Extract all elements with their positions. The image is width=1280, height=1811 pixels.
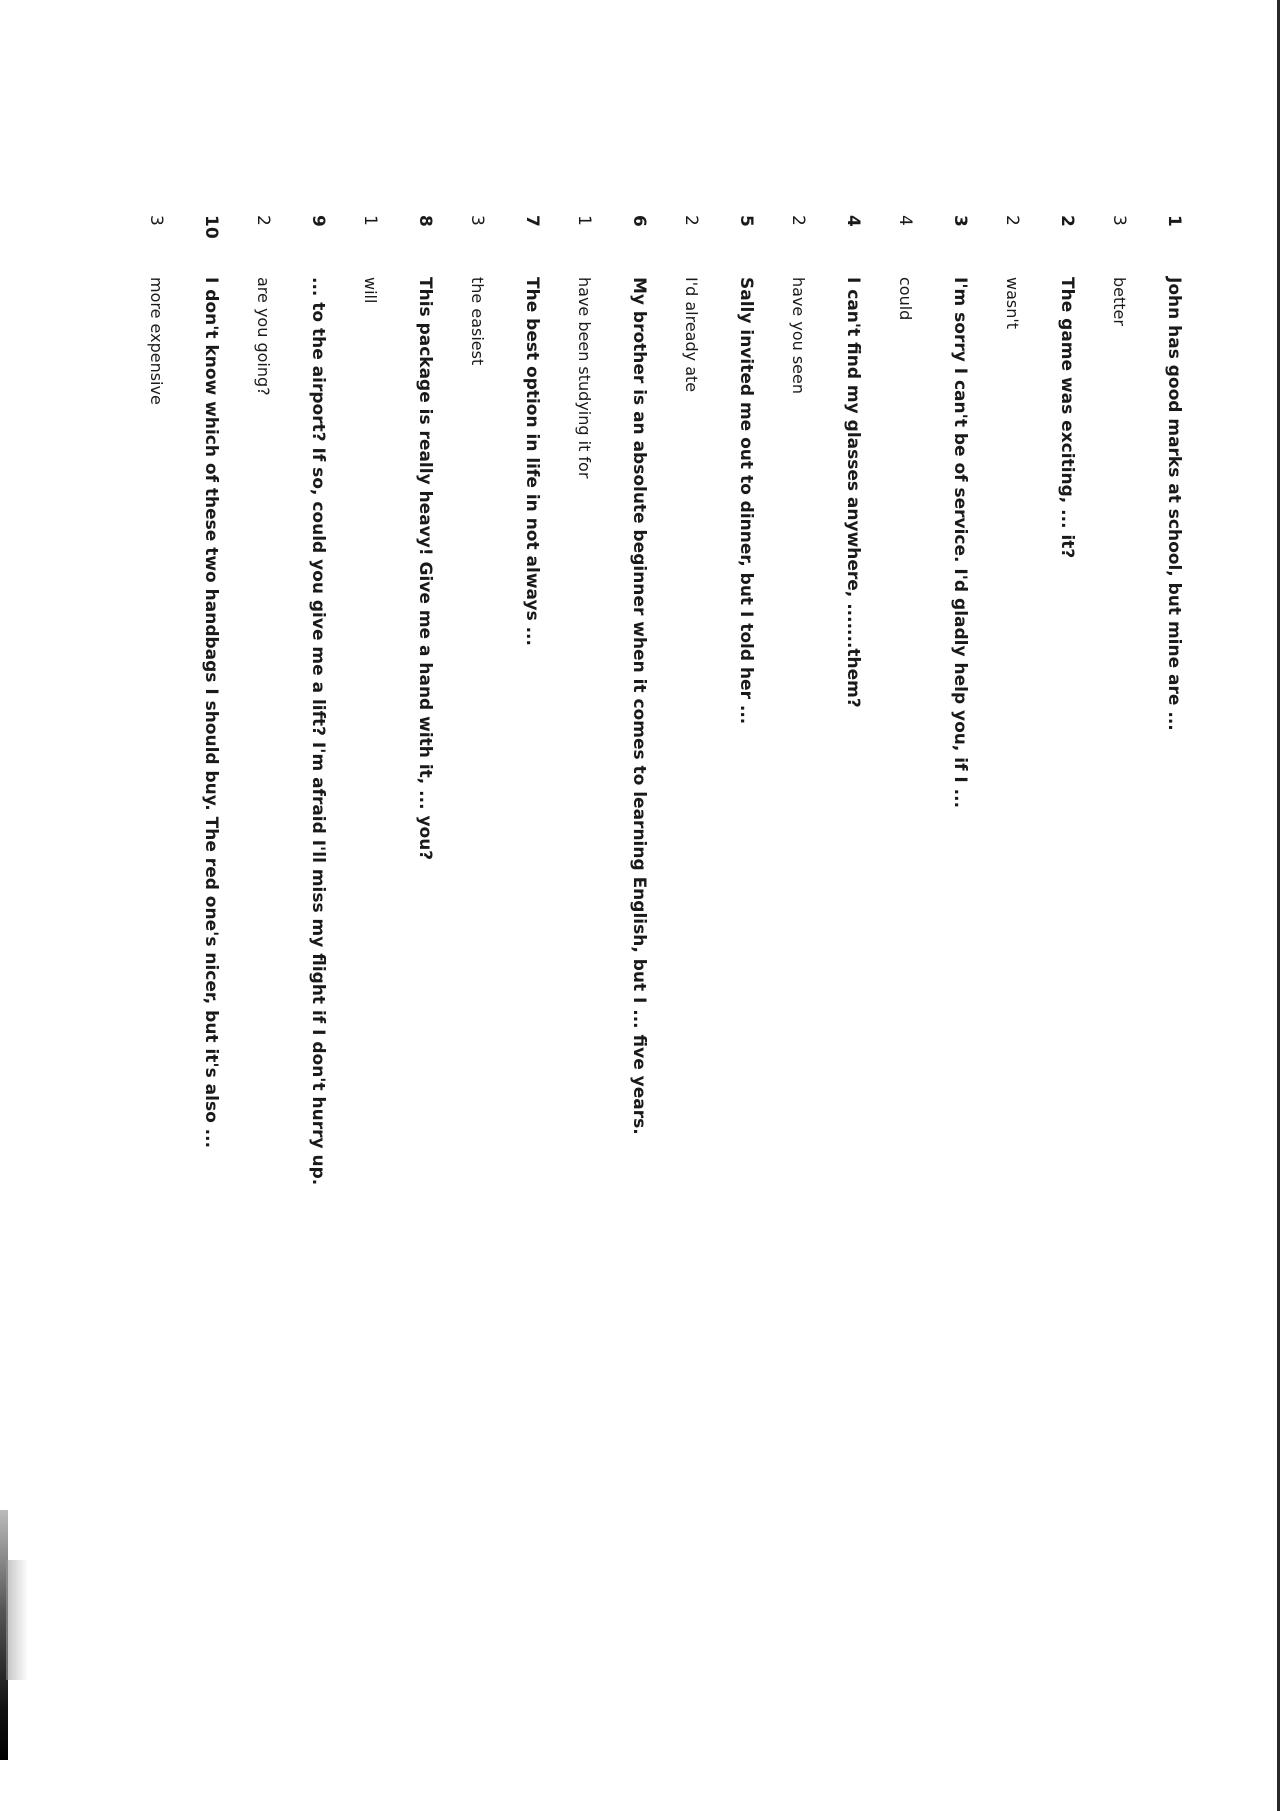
question-number: 1 — [1164, 215, 1184, 227]
question-number: 9 — [308, 215, 328, 227]
answer-row — [879, 215, 933, 1355]
question-number: 3 — [950, 215, 970, 227]
quiz-answer-list — [120, 215, 1200, 1355]
answer-row — [558, 215, 612, 1355]
answer-text: are you going? — [254, 277, 274, 396]
question-row — [398, 215, 452, 1355]
answer-number: 1 — [360, 215, 381, 226]
answer-text: could — [896, 277, 916, 321]
answer-number: 3 — [467, 215, 488, 226]
question-text: I can't find my glasses anywhere, .......them? — [843, 277, 863, 708]
answer-number: 2 — [1002, 215, 1023, 226]
question-text: The best option in life in not always ... — [522, 277, 542, 646]
answer-row — [986, 215, 1040, 1355]
answer-number: 3 — [146, 215, 167, 226]
question-number: 7 — [522, 215, 542, 227]
answer-row — [344, 215, 398, 1355]
scan-artifact-shadow — [6, 1560, 28, 1680]
answer-number: 3 — [1109, 215, 1130, 226]
question-text: I'm sorry I can't be of service. I'd gladly help you, if I ... — [950, 277, 970, 809]
question-text: My brother is an absolute beginner when it comes to learning English, but I ... five years. — [629, 277, 649, 1135]
answer-number: 2 — [253, 215, 274, 226]
question-text: The game was exciting, ... it? — [1057, 277, 1077, 559]
question-row — [612, 215, 666, 1355]
question-number: 4 — [843, 215, 863, 227]
question-number: 8 — [415, 215, 435, 227]
answer-row — [451, 215, 505, 1355]
question-row — [505, 215, 559, 1355]
question-row — [1040, 215, 1094, 1355]
question-number: 6 — [629, 215, 649, 227]
answer-row — [237, 215, 291, 1355]
question-number: 5 — [736, 215, 756, 227]
question-row — [291, 215, 345, 1355]
answer-text: better — [1110, 277, 1130, 326]
question-text: I don't know which of these two handbags I should buy. The red one's nicer, but it's also ... — [201, 277, 221, 1149]
question-row — [184, 215, 238, 1355]
question-number: 2 — [1057, 215, 1077, 227]
answer-text: I'd already ate — [682, 277, 702, 393]
question-text: This package is really heavy! Give me a hand with it, ... you? — [415, 277, 435, 861]
question-row — [933, 215, 987, 1355]
answer-number: 2 — [788, 215, 809, 226]
question-row — [1147, 215, 1201, 1355]
answer-row — [1093, 215, 1147, 1355]
question-row — [719, 215, 773, 1355]
answer-number: 2 — [681, 215, 702, 226]
question-text: John has good marks at school, but mine are ... — [1164, 277, 1184, 731]
answer-text: the easiest — [468, 277, 488, 366]
answer-text: have been studying it for — [575, 277, 595, 479]
answer-row — [130, 215, 184, 1355]
answer-number: 4 — [895, 215, 916, 226]
answer-text: more expensive — [147, 277, 167, 405]
answer-row — [772, 215, 826, 1355]
question-number: 10 — [201, 215, 221, 239]
question-text: Sally invited me out to dinner, but I told her ... — [736, 277, 756, 725]
answer-number: 1 — [574, 215, 595, 226]
answer-row — [665, 215, 719, 1355]
answer-text: will — [361, 277, 381, 304]
answer-text: have you seen — [789, 277, 809, 394]
answer-text: wasn't — [1003, 277, 1023, 330]
question-text: ... to the airport? If so, could you give me a lift? I'm afraid I'll miss my flight if I don't hurry up. — [308, 277, 328, 1186]
question-row — [826, 215, 880, 1355]
